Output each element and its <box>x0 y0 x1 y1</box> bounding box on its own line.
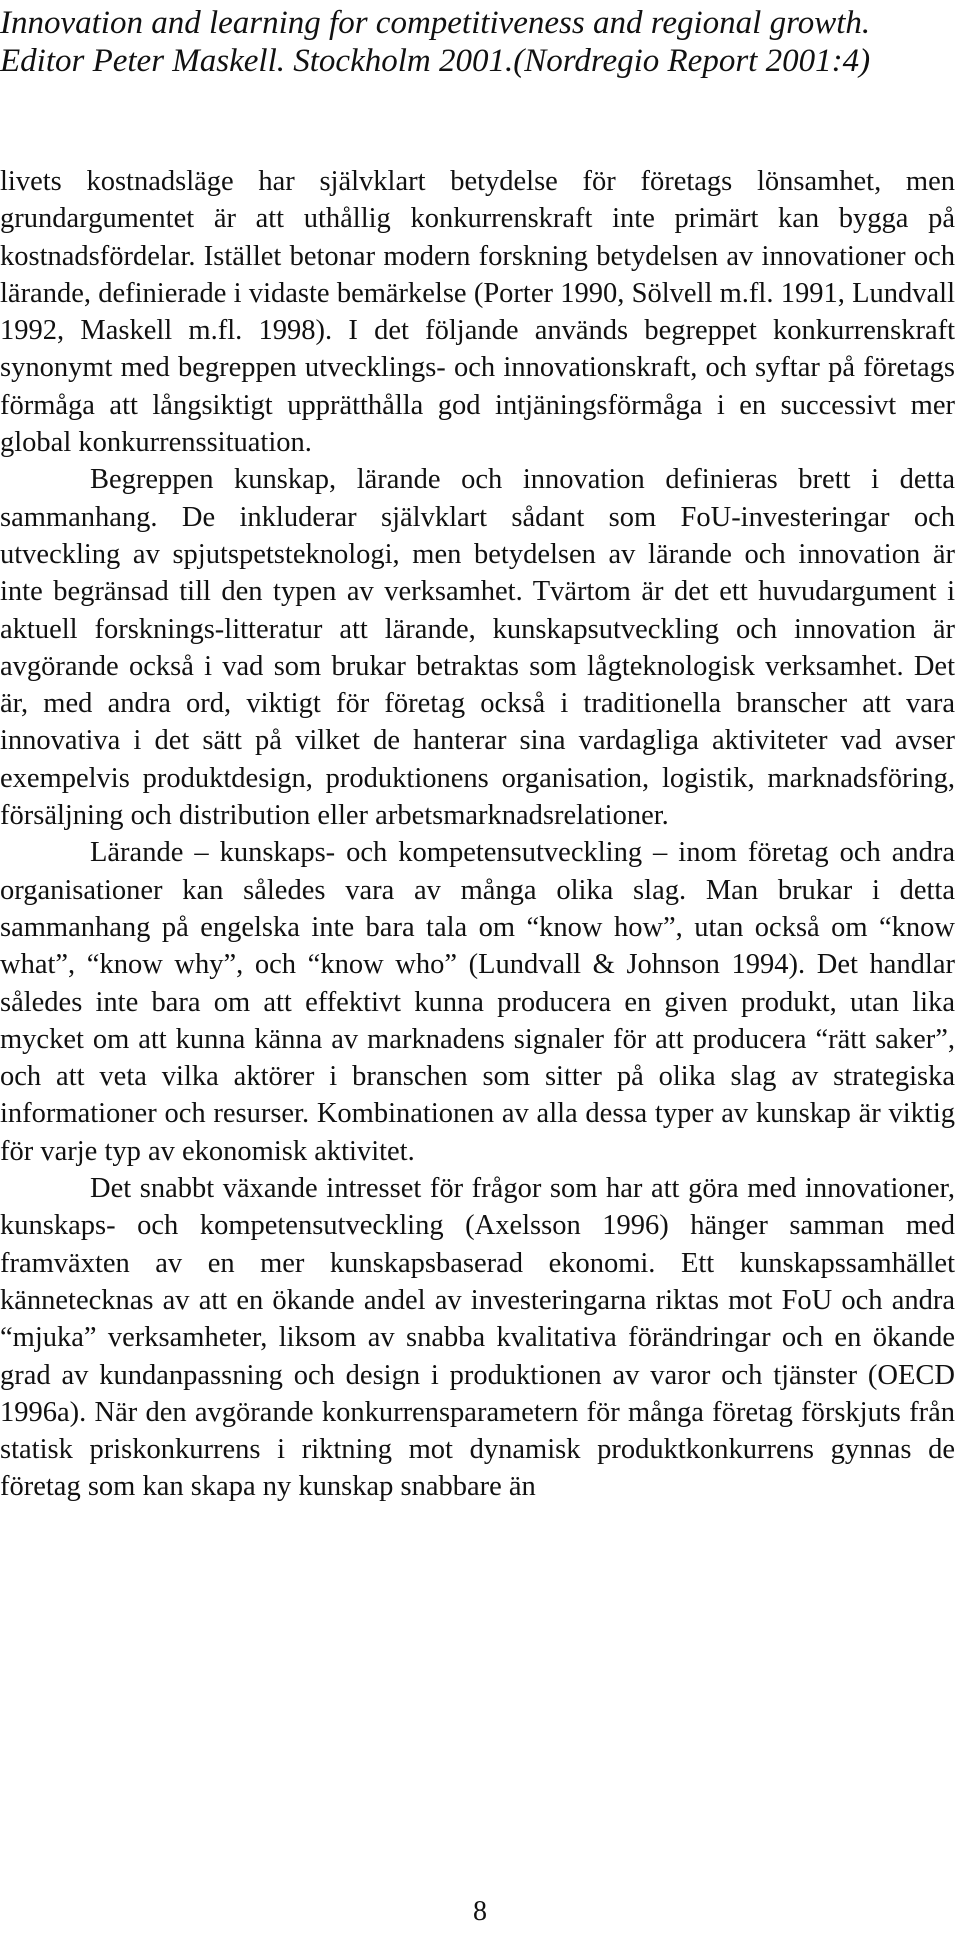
running-header-line-1: Innovation and learning for competitiveness and regional growth. <box>0 5 871 41</box>
paragraph-2: Begreppen kunskap, lärande och innovation definieras brett i detta sammanhang. De inkluderar självklart sådant som FoU-investeringar och utveckling av spjutspetsteknologi, men betydelsen av lärande och innovation är inte begränsad till den typen av verksamhet. Tvärtom är det ett huvudargument i aktuell forsknings-litteratur att lärande, kunskapsutveckling och innovation är avgörande också i vad som brukar betraktas som lågteknologisk verksamhet. Det är, med andra ord, viktigt för företag också i traditionella branscher att vara innovativa i det sätt på vilket de hanterar sina vardagliga aktiviteter vad avser exempelvis produktdesign, produktionens organisation, logistik, marknadsföring, försäljning och distribution eller arbetsmarknadsrelationer. <box>0 464 955 832</box>
paragraph-1: livets kostnadsläge har självklart betydelse för företags lönsamhet, men grundargumentet är att uthållig konkurrenskraft inte primärt kan bygga på kostnadsfördelar. Istället betonar modern forskning betydelsen av innovationer och lärande, definierade i vidaste bemärkelse (Porter 1990, Sölvell m.fl. 1991, Lundvall 1992, Maskell m.fl. 1998). I det följande används begreppet konkurrenskraft synonymt med begreppen utvecklings- och innovationskraft, och syftar på företags förmåga att långsiktigt upprätthålla god intjäningsförmåga i en successivt mer global konkurrenssituation. <box>0 166 955 459</box>
page-number: 8 <box>473 1896 487 1927</box>
running-header-line-2: Editor Peter Maskell. Stockholm 2001.(Nordregio Report 2001:4) <box>0 43 871 79</box>
paragraph-4: Det snabbt växande intresset för frågor som har att göra med innovationer, kunskaps- och kompetensutveckling (Axelsson 1996) hänger samman med framväxten av en mer kunskapsbaserad ekonomi. Ett kunskapssamhället kännetecknas av att en ökande andel av investeringarna riktas mot FoU och andra “mjuka” verksamheter, liksom av snabba kvalitativa förändringar och en ökande grad av kundanpassning och design i produktionen av varor och tjänster (OECD 1996a). När den avgörande konkurrensparametern för många företag förskjuts från statisk priskonkurrens i riktning mot dynamisk produktkonkurrens gynnas de företag som kan skapa ny kunskap snabbare än <box>0 1173 955 1503</box>
body-text <box>0 163 955 1506</box>
paragraph-3: Lärande – kunskaps- och kompetensutveckling – inom företag och andra organisationer kan således vara av många olika slag. Man brukar i detta sammanhang på engelska inte bara tala om “know how”, utan också om “know what”, “know why”, och “know who” (Lundvall & Johnson 1994). Det handlar således inte bara om att effektivt kunna producera en given produkt, utan lika mycket om att kunna känna av marknadens signaler för att producera “rätt saker”, och att veta vilka aktörer i branschen som sitter på olika slag av strategiska informationer och resurser. Kombinationen av alla dessa typer av kunskap är viktig för varje typ av ekonomisk aktivitet. <box>0 837 955 1167</box>
running-header <box>0 4 955 80</box>
